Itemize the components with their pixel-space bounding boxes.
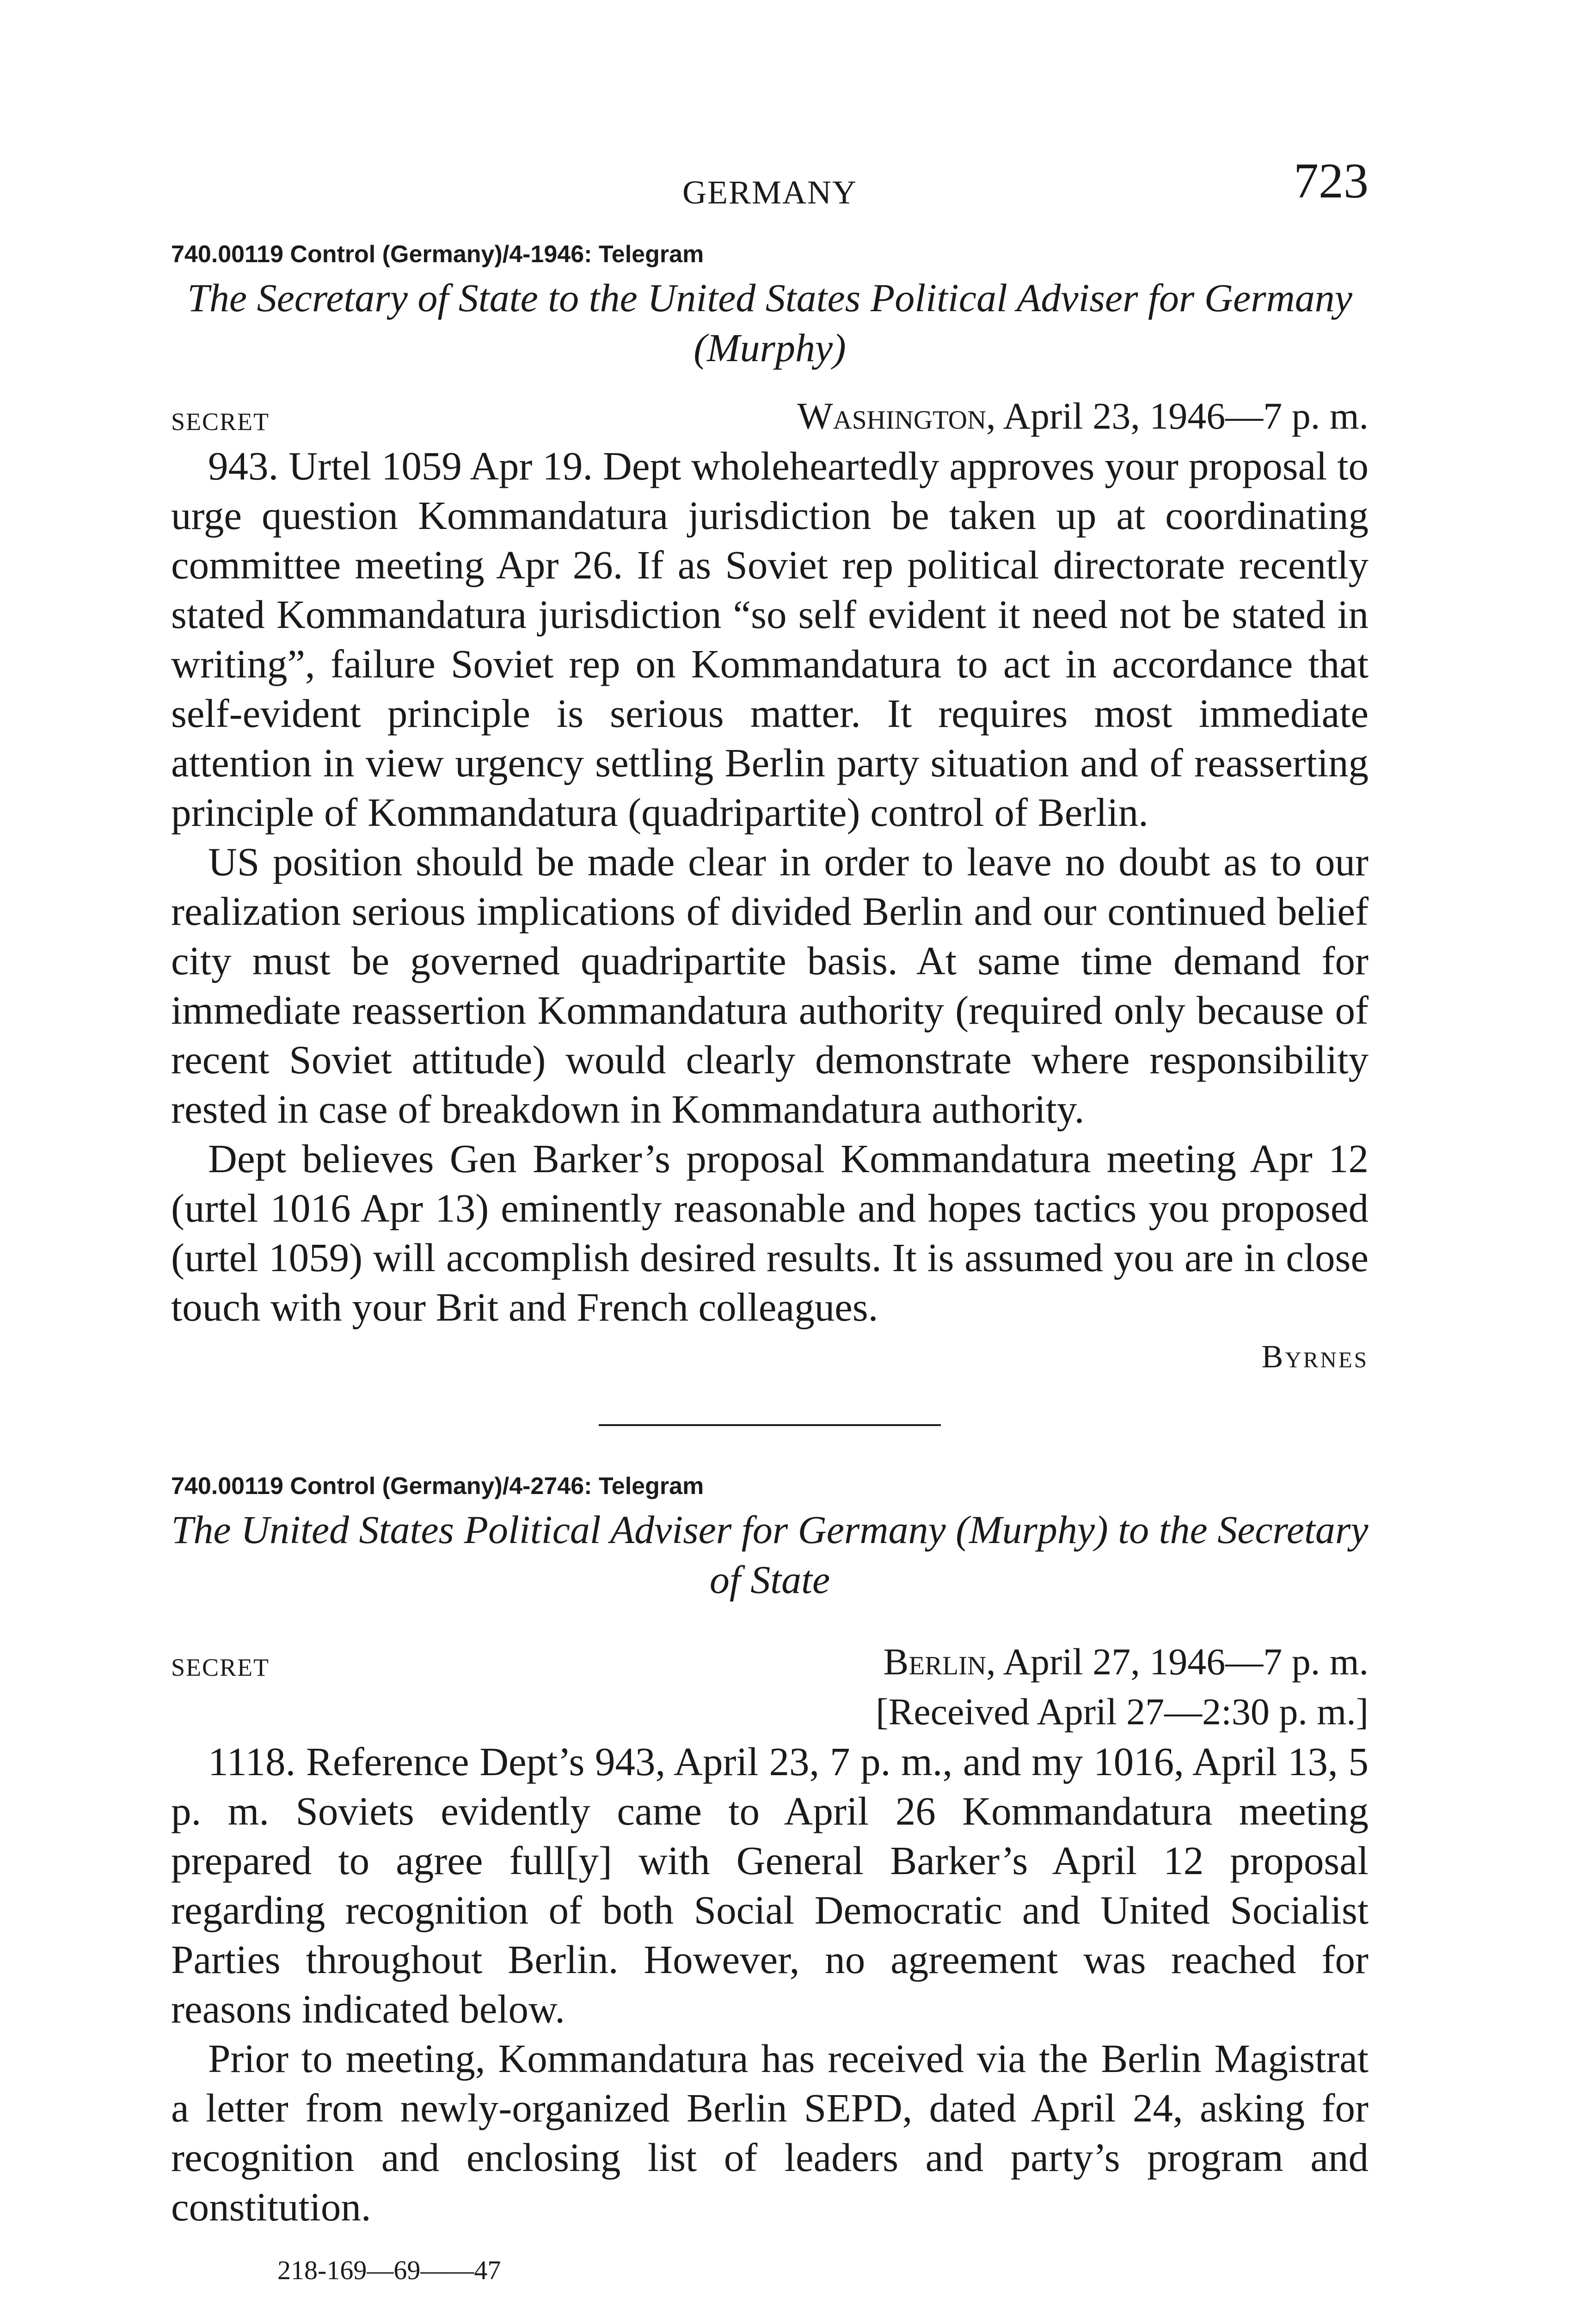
place-date xyxy=(171,391,1369,441)
document-heading: The United States Political Adviser for Germany (Murphy) to the Secretary of State xyxy=(171,1507,1369,1602)
dateline-date: April 27, 1946—7 p. m. xyxy=(1003,1641,1369,1683)
paragraph: 943. Urtel 1059 Apr 19. Dept wholeheartedly approves your proposal to urge question Kommandatura jurisdiction be taken up at coordinating committee meeting Apr 26. If as Soviet rep political directorate recently stated Kommandatura jurisdiction “so self evident it need not be stated in writing”, failure Soviet rep on Kommandatura to act in accordance that self-evident principle is serious matter. It requires most immediate attention in view urgency settling Berlin party situation and of reasserting principle of Kommandatura (quadripartite) control of Berlin. xyxy=(171,443,1369,835)
signature: Byrnes xyxy=(1261,1339,1369,1375)
page-number: 723 xyxy=(1294,154,1369,209)
file-reference: 740.00119 Control (Germany)/4-1946: Telegram xyxy=(171,241,704,268)
dateline xyxy=(171,1637,1369,1687)
document-page xyxy=(171,153,1369,2286)
dateline-place: Washington, xyxy=(797,395,996,437)
paragraph: Prior to meeting, Kommandatura has received via the Berlin Magistrat a letter from newly-organized Berlin SEPD, dated April 24, asking for recognition and enclosing list of leaders and party’s program and constitution. xyxy=(171,2036,1369,2229)
dateline xyxy=(171,391,1369,441)
place-date xyxy=(171,1637,1369,1687)
paragraph: US position should be made clear in order to leave no doubt as to our realization serious implications of divided Berlin and our continued belief city must be governed quadripartite basis. At same time demand for immediate reassertion Kommandatura authority (required only because of recent Soviet attitude) would clearly demonstrate where responsibility rested in case of breakdown in Kommandatura authority. xyxy=(171,839,1369,1131)
dateline-place: Berlin, xyxy=(883,1641,996,1683)
paragraph: Dept believes Gen Barker’s proposal Kommandatura meeting Apr 12 (urtel 1016 Apr 13) eminently reasonable and hopes tactics you proposed (urtel 1059) will accomplish desired results. It is assumed you are in close touch with your Brit and French colleagues. xyxy=(171,1136,1369,1329)
classification-label: SECRET xyxy=(171,408,270,436)
received-note: [Received April 27—2:30 p. m.] xyxy=(876,1691,1369,1733)
running-head-title: GERMANY xyxy=(682,174,857,211)
print-code: 218-169—69——47 xyxy=(277,2255,501,2285)
running-head xyxy=(171,153,1369,227)
document-heading: The Secretary of State to the United States Political Adviser for Germany (Murphy) xyxy=(187,276,1352,370)
classification-label: SECRET xyxy=(171,1654,270,1681)
paragraph: 1118. Reference Dept’s 943, April 23, 7 p. m., and my 1016, April 13, 5 p. m. Soviets evidently came to April 26 Kommandatura meeting prepared to agree full[y] with General Barker’s April 12 proposal regarding recognition of both Social Democratic and United Socialist Parties throughout Berlin. However, no agreement was reached for reasons indicated below. xyxy=(171,1739,1369,2031)
section-divider xyxy=(599,1424,941,1426)
file-reference: 740.00119 Control (Germany)/4-2746: Telegram xyxy=(171,1473,704,1500)
dateline-date: April 23, 1946—7 p. m. xyxy=(1003,395,1369,437)
